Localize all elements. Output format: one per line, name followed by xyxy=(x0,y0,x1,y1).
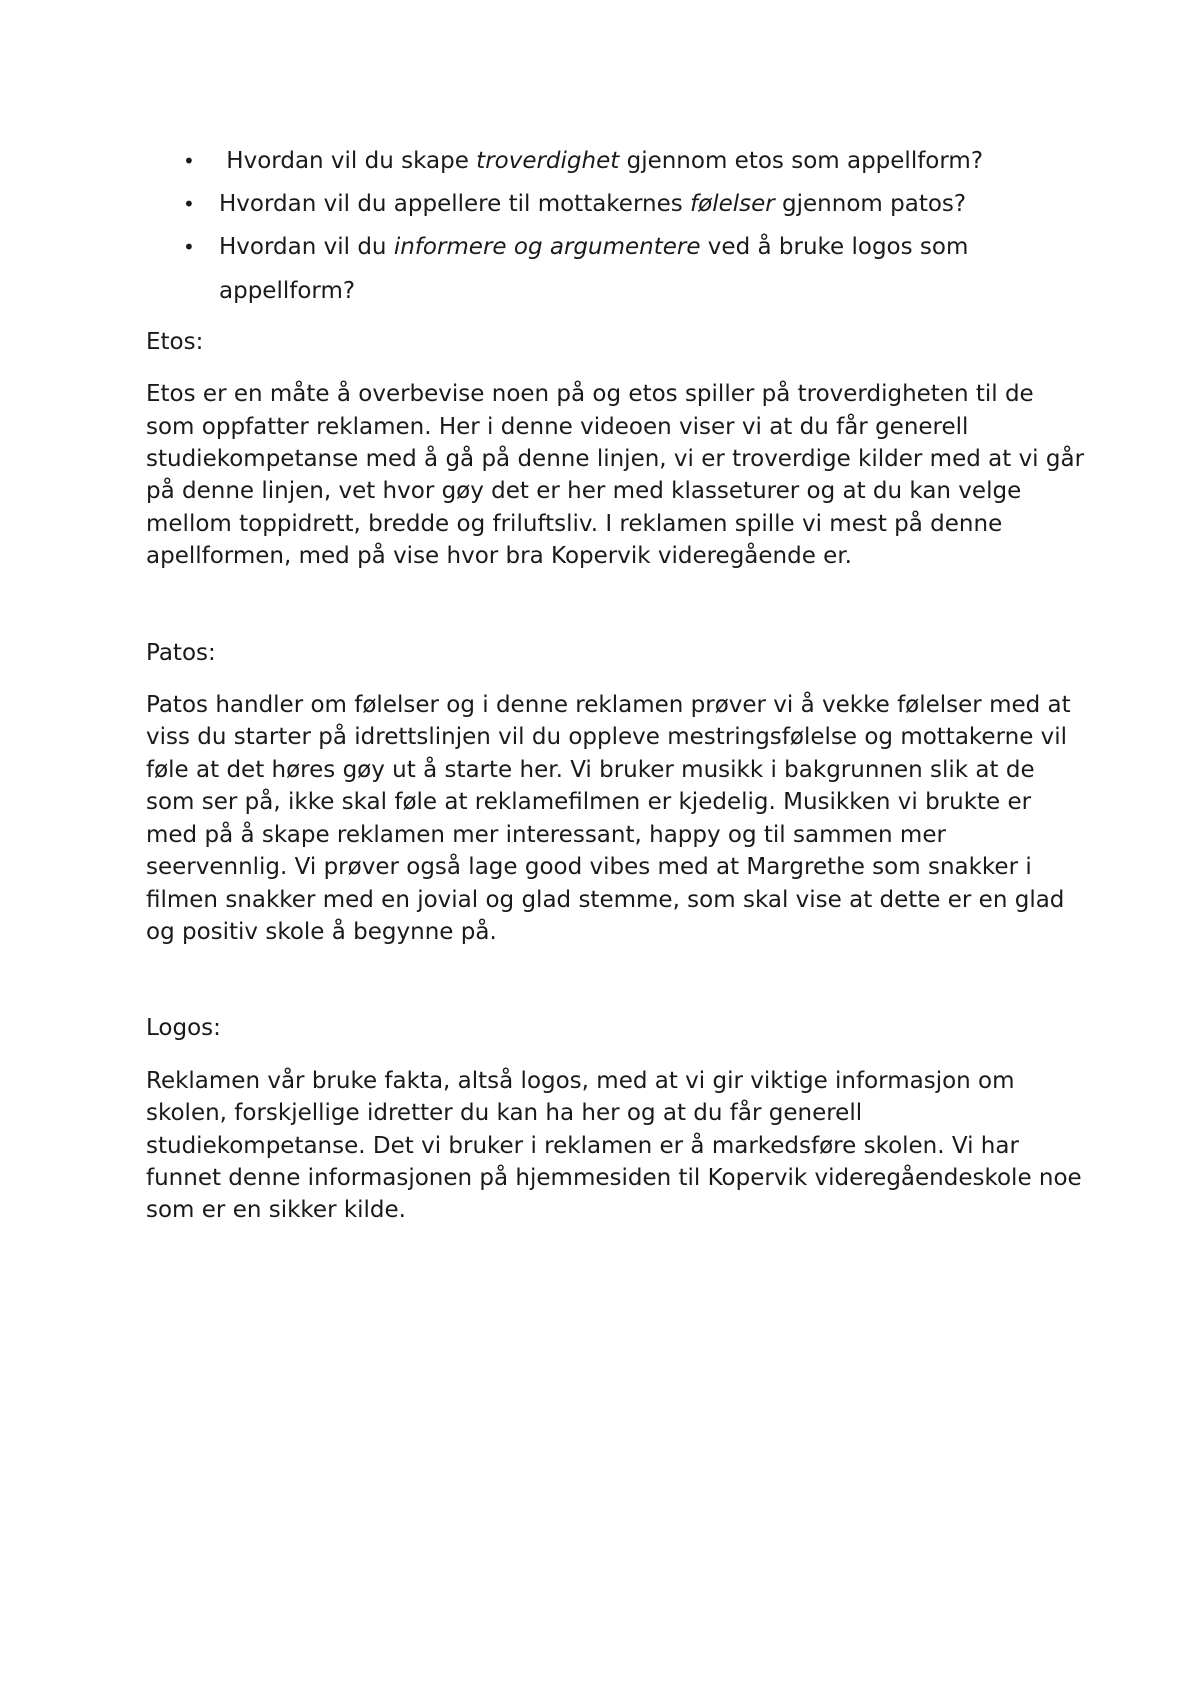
logos-heading: Logos: xyxy=(146,1015,221,1042)
etos-paragraph: Etos er en måte å overbevise noen på og etos spiller på troverdigheten til de som oppfatter reklamen. Her i denne videoen viser vi at du får generell studiekompetanse med å gå på denne linjen, vi er troverdige kilder med at vi går på denne linjen, vet hvor gøy det er her med klasseturer og at du kan velge mellom toppidrett, bredde og friluftsliv. I reklamen spille vi mest på denne apellformen, med på vise hvor bra Kopervik videregående er. xyxy=(146,381,1085,570)
patos-paragraph: Patos handler om følelser og i denne reklamen prøver vi å vekke følelser med at viss du starter på idrettslinjen vil du oppleve mestringsfølelse og mottakerne vil føle at det høres gøy ut å starte her. Vi bruker musikk i bakgrunnen slik at de som ser på, ikke skal føle at reklamefilmen er kjedelig. Musikken vi brukte er med på å skape reklamen mer interessant, happy og til sammen mer seervennlig. Vi prøver også lage good vibes med at Margrethe som snakker i filmen snakker med en jovial og glad stemme, som skal vise at dette er en glad og positiv skole å begynne på. xyxy=(146,692,1071,945)
logos-paragraph: Reklamen vår bruke fakta, altså logos, med at vi gir viktige informasjon om skolen, forskjellige idretter du kan ha her og at du får generell studiekompetanse. Det vi bruker i reklamen er å markedsføre skolen. Vi har funnet denne informasjonen på hjemmesiden til Kopervik videregåendeskole noe som er en sikker kilde. xyxy=(146,1067,1082,1224)
question-prefix: Hvordan vil du appellere til mottakernes xyxy=(219,191,691,218)
bullet-icon: • xyxy=(183,192,195,217)
patos-heading: Patos: xyxy=(146,639,216,666)
document-page xyxy=(146,140,1086,1227)
question-suffix: gjennom etos som appellform? xyxy=(619,148,984,174)
question-emphasis: følelser xyxy=(690,191,775,218)
question-prefix: Hvordan vil du xyxy=(219,234,394,261)
question-list xyxy=(146,140,1086,313)
question-emphasis: informere og argumentere xyxy=(393,234,701,261)
question-suffix: ved å bruke logos som appellform? xyxy=(219,234,969,304)
etos-heading: Etos: xyxy=(146,328,204,355)
question-item-logos xyxy=(146,226,1086,312)
question-emphasis: troverdighet xyxy=(476,148,620,174)
bullet-icon: • xyxy=(183,235,195,260)
question-item-etos xyxy=(146,140,1086,183)
question-prefix: Hvordan vil du skape xyxy=(219,148,477,174)
bullet-icon: • xyxy=(183,149,195,173)
question-item-patos xyxy=(146,183,1086,226)
question-suffix: gjennom patos? xyxy=(774,191,967,218)
